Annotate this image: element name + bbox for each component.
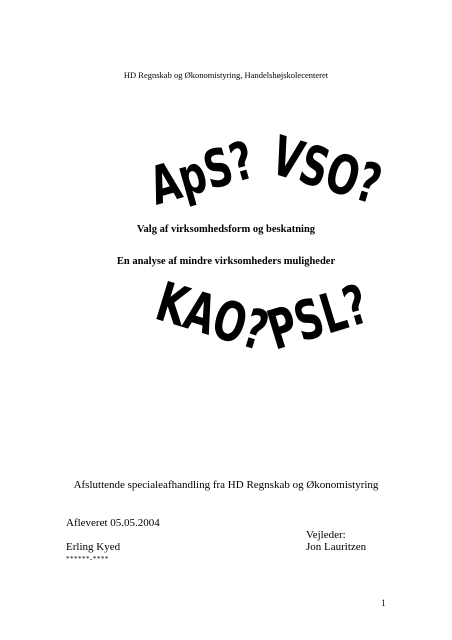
supervisor-label: Vejleder: <box>306 529 346 541</box>
wordart-vso: VSO? <box>263 124 389 218</box>
masked-id: ******-**** <box>66 555 109 563</box>
wordart-psl: PSL? <box>260 272 376 364</box>
delivery-date: Afleveret 05.05.2004 <box>66 517 160 529</box>
title-main: Valg af virksomhedsform og beskatning <box>136 224 316 235</box>
thesis-description: Afsluttende specialeafhandling fra HD Regnskab og Økonomistyring <box>73 479 379 491</box>
supervisor-name: Jon Lauritzen <box>306 541 367 553</box>
author-name: Erling Kyed <box>66 541 121 553</box>
page-number: 1 <box>381 598 386 608</box>
header-institution: HD Regnskab og Økonomistyring, Handelshøjskolecenteret <box>123 70 329 80</box>
wordart-aps: ApS? <box>142 129 261 218</box>
wordart-kao: KAO? <box>148 270 276 365</box>
title-sub: En analyse af mindre virksomheders muligheder <box>116 256 336 267</box>
